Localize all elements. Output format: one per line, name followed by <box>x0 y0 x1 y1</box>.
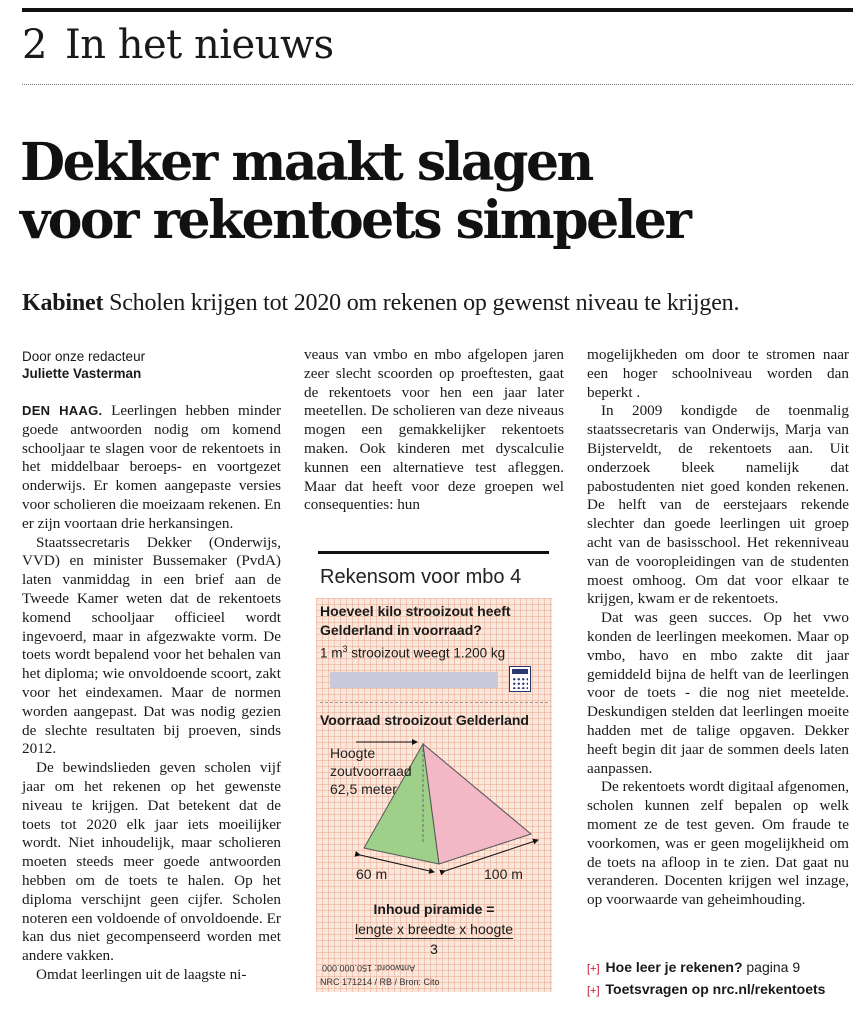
byline <box>22 348 145 382</box>
section-title: In het nieuws <box>64 22 334 68</box>
article-paragraph: Omdat leerlingen uit de laagste ni- <box>36 965 247 983</box>
article-column-2 <box>304 346 564 515</box>
dateline: DEN HAAG. <box>22 403 103 418</box>
infographic-title: Rekensom voor mbo 4 <box>320 566 522 588</box>
subhead-kicker: Kabinet <box>22 290 104 316</box>
headline <box>20 134 860 250</box>
infographic-fact: 1 $m^3$ strooizout weegt 1.200 kg <box>320 644 506 661</box>
answer-field <box>330 672 498 688</box>
infographic-subtitle: Voorraad strooizout Gelderland <box>320 712 529 728</box>
article-paragraph: Dat was geen succes. Op het vwo konden de leerlingen meekomen. Maar op vmbo, havo en mbo zakte dit jaar gemiddeld bijna de helft van de leerlingen voor de toets - die nog niet meetelde. Deskundigen stelden dat leerlingen moeite hadden met de talige opgaven. Dekker heeft begin dit jaar de sommen deels laten aanpassen. <box>587 609 849 777</box>
section-divider <box>22 84 853 85</box>
article-paragraph: In 2009 kondigde de toenmalig staatssecretaris van Onderwijs, Marja van Bijsterveldt, de rekentoets aan. Uit onderzoek bleek namelijk dat pabostudenten niet goed konden rekenen. De helft van de eerstejaars rekende slechter dan goede leerlingen uit groep acht van de basisschool. Het rekenniveau van de vooropleidingen van de studenten moest omhoog. Om dat voor elkaar te krijgen, kwam er de rekentoets. <box>587 402 849 608</box>
formula-denominator: 3 <box>430 941 438 957</box>
byline-prefix: Door onze redacteur <box>22 349 146 364</box>
article-paragraph: De rekentoets wordt digitaal afgenomen, scholen kunnen zelf bepalen op welk moment ze de test geven. Om fraude te voorkomen, was er geen mogelijkheid om de toets na afloop in te zien. Dat gaat nu veranderen. Docenten krijgen wel inzage, op voorwaarde van geheimhouding. <box>587 778 849 909</box>
article-column-1 <box>22 402 281 985</box>
formula-numerator: lengte x breedte x hoogte <box>354 921 513 937</box>
article-column-3 <box>587 346 849 910</box>
headline-line-2: voor rekentoets simpeler <box>20 190 690 251</box>
section-number: 2 <box>22 22 47 68</box>
subhead-text: Scholen krijgen tot 2020 om rekenen op gewenst niveau te krijgen. <box>103 290 740 316</box>
subheadline <box>22 288 862 318</box>
article-paragraph: Staatssecretaris Dekker (Onderwijs, VVD) en minister Bussemaker (PvdA) laten vanmiddag in een brief aan de Tweede Kamer weten dat de rekentoets komend schooljaar officieel wordt ingevoerd, maar in afgezwakte vorm. De toets wordt bepalend voor het behalen van het diploma; wie onvoldoende scoort, zakt voor het eindexamen. Maar de normen worden aangepast. Dat was nodig gezien de slechte resultaten bij proeven, sinds 2012. <box>22 533 281 758</box>
article-paragraph: DEN HAAG. Leerlingen hebben minder goede antwoorden nodig om komend schooljaar te slagen voor de rekentoets in het middelbaar beroeps- en voortgezet onderwijs. Er komen aangepaste versies voor scholieren die moeizaam rekenen. En er zijn voortaan drie herkansingen. <box>22 402 282 532</box>
infographic-question: Hoeveel kilo strooizout heeft Gelderland in voorraad? <box>320 603 511 638</box>
height-label: Hoogte zoutvoorraad 62,5 meter <box>330 745 412 797</box>
top-rule <box>22 8 853 12</box>
length-label: 100 m <box>484 866 523 882</box>
article-paragraph: De bewindslieden geven scholen vijf jaar om het rekenen op het gewenste niveau te krijgen. Dat betekent dat de toets tot 2020 elk jaar iets moeilijker wordt. Niet inhoudelijk, maar scholieren moeten steeds meer goede antwoorden hebben om de toets te halen. Op het diploma verschijnt geen cijfer. Scholen noteren een voldoende of onvoldoende. Er kan dus niet gecompenseerd worden met andere vakken. <box>22 759 281 965</box>
byline-author: Juliette Vasterman <box>22 366 142 381</box>
headline-line-1: Dekker maakt slagen <box>20 132 592 193</box>
section-header <box>22 22 334 68</box>
infographic-credit: NRC 171214 / RB / Bron: Cito <box>320 977 440 987</box>
calculator-icon <box>509 666 531 692</box>
related-links <box>587 957 825 1001</box>
plus-icon: [+] <box>587 963 600 975</box>
article-paragraph: mogelijkheden om door te stromen naar een hoger schoolniveau worden dan beperkt . <box>587 346 849 401</box>
related-link[interactable]: [+] Hoe leer je rekenen? pagina 9 <box>587 959 801 975</box>
answer-upside-down: Antwoord: 150.000.000 <box>322 963 416 973</box>
infographic-rule <box>318 551 549 554</box>
dashed-divider <box>320 702 548 703</box>
pyramid-right-face <box>423 744 531 864</box>
width-label: 60 m <box>356 866 388 882</box>
plus-icon: [+] <box>587 985 600 997</box>
related-link[interactable]: [+] Toetsvragen op nrc.nl/rekentoets <box>587 981 826 997</box>
formula-title: Inhoud piramide = <box>373 901 495 917</box>
article-paragraph: veaus van vmbo en mbo afgelopen jaren zeer slecht scoorden op proeftesten, gaat de rekentoets voor hen een jaar later meetellen. De scholieren van deze niveaus mogen een gemakkelijker rekentoets maken. Ook kinderen met dyscalculie kunnen een alternatieve test afleggen. Maar dat heeft voor deze groepen wel consequenties: hun <box>304 346 564 514</box>
